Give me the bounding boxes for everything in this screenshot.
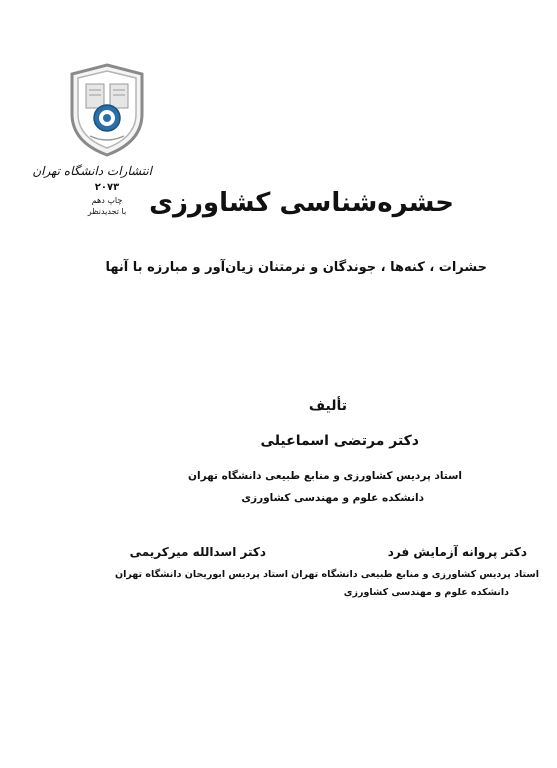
book-title: حشره‌شناسی کشاورزی: [149, 188, 454, 218]
edition-label: چاپ دهم: [91, 196, 123, 205]
publisher-logo-block: [32, 62, 152, 232]
coauthor-faculty: دانشکده علوم و مهندسی کشاورزی: [343, 587, 509, 598]
coauthor-name: دکتر اسدالله میرکریمی: [129, 545, 266, 559]
coauthor-name: دکتر پروانه آزمایش فرد: [387, 545, 527, 559]
main-author-name: دکتر مرتضی اسماعیلی: [260, 433, 419, 449]
authored-by-label: تألیف: [308, 398, 347, 414]
coauthor-block: [88, 545, 288, 587]
book-subtitle: حشرات ، کنه‌ها ، جوندگان و نرمتنان زیان‌آور و مبارزه با آنها: [105, 260, 487, 275]
reprint-note: با تجدیدنظر: [87, 207, 127, 216]
university-emblem-icon: [68, 62, 146, 158]
publisher-name: انتشارات دانشگاه تهران: [32, 164, 152, 178]
coauthor-affiliation: استاد پردیس کشاورزی و منابع طبیعی دانشگاه تهران: [291, 569, 539, 580]
main-author-affiliation: استاد پردیس کشاورزی و منابع طبیعی دانشگاه تهران: [188, 470, 462, 482]
coauthor-block: [291, 545, 539, 605]
publication-number: ۲۰۷۳: [94, 182, 120, 193]
coauthor-affiliation: استاد پردیس ابوریحان دانشگاه تهران: [114, 569, 288, 580]
main-author-faculty: دانشکده علوم و مهندسی کشاورزی: [241, 492, 424, 504]
